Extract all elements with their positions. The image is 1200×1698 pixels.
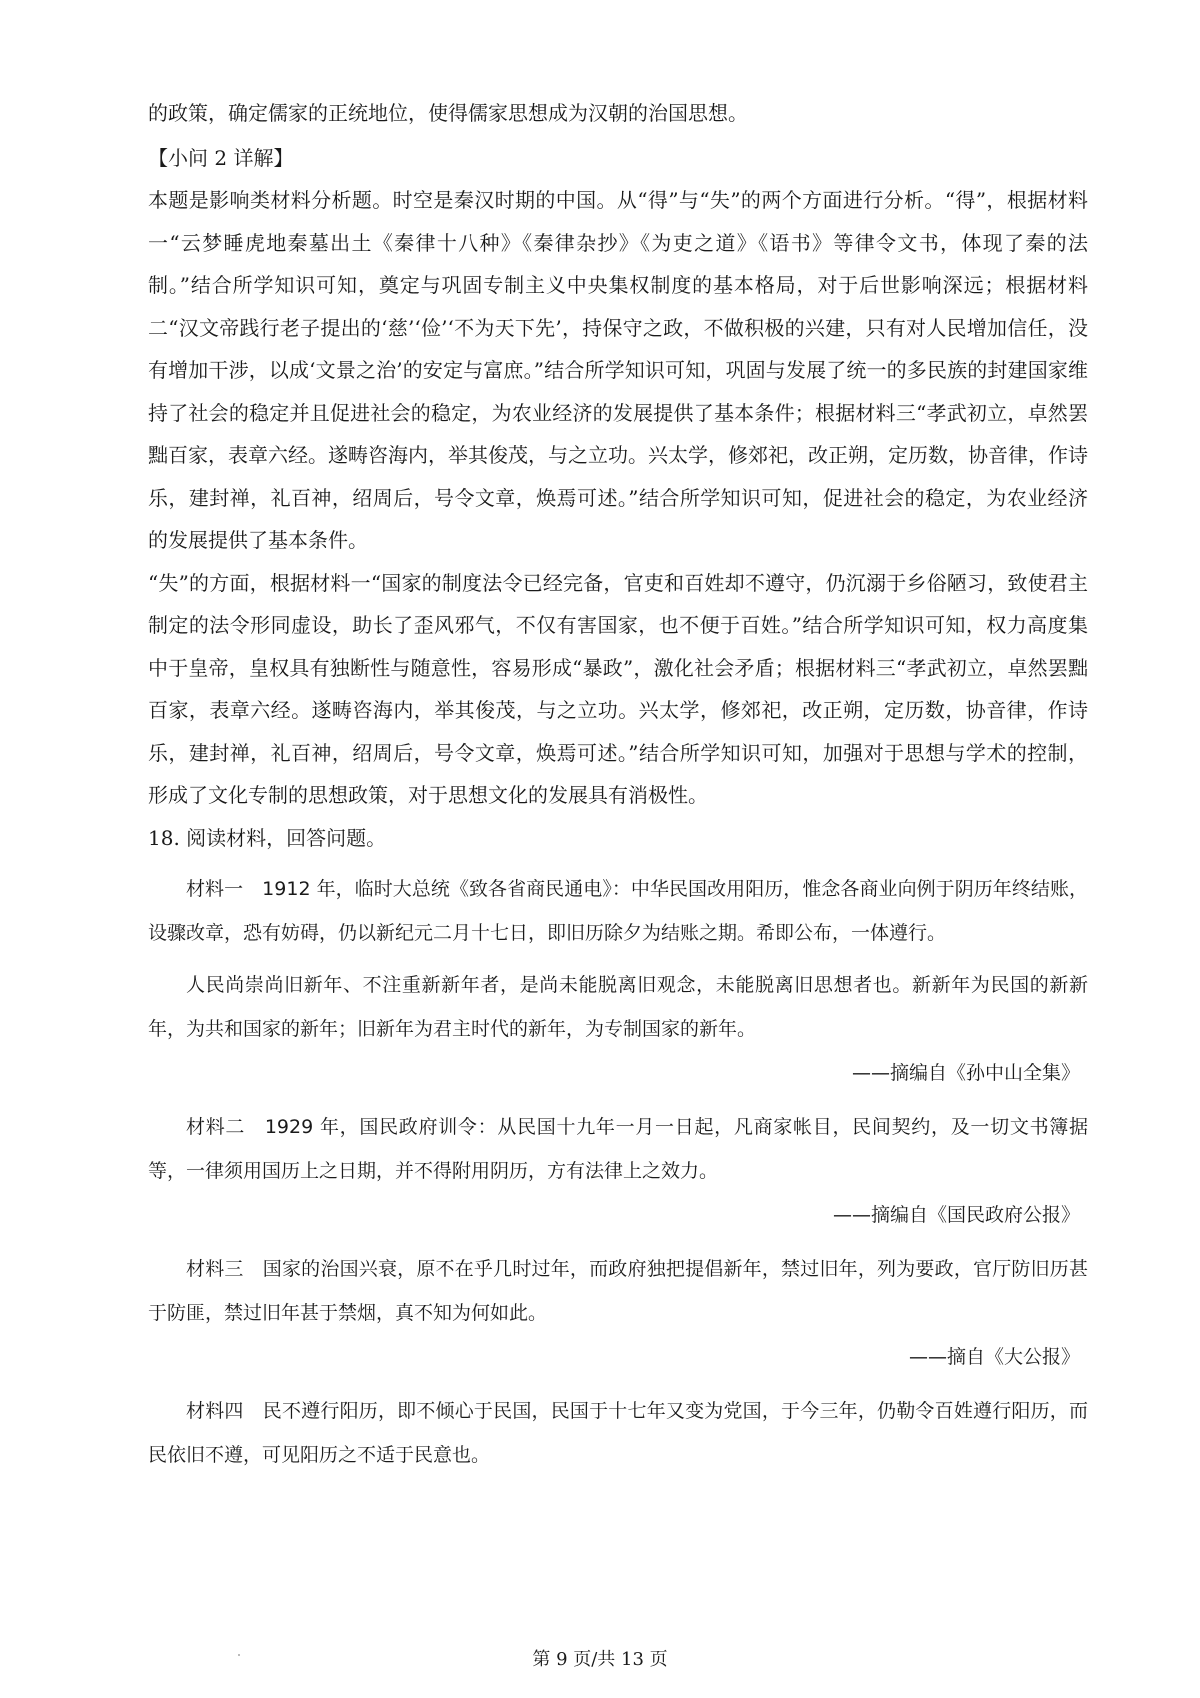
sub-question-2-loss-analysis: “失”的方面，根据材料一“国家的制度法令已经完备，官吏和百姓却不遵守，仍沉溺于乡俗陋习，致使君主制定的法令形同虚设，助长了歪风邪气，不仅有害国家，也不便于百姓。”结合所学知识可知，权力高度集中于皇帝，皇权具有独断性与随意性，容易形成“暴政”，激化社会矛盾；根据材料三“孝武初立，卓然罢黜百家，表章六经。遂畴咨海内，举其俊茂，与之立功。兴太学，修郊祀，改正朔，定历数，协音律，作诗乐，建封禅，礼百神，绍周后，号令文章，焕焉可述。”结合所学知识可知，加强对于思想与学术的控制，形成了文化专制的思想政策，对于思想文化的发展具有消极性。 (148, 570, 1088, 807)
material-1-paragraph-1: 材料一 1912 年，临时大总统《致各省商民通电》：中华民国改用阳历，惟念各商业向例于阴历年终结账，设骤改章，恐有妨碍，仍以新纪元二月十七日，即旧历除夕为结账之期。希即公布，一体遵行。 (148, 878, 1088, 944)
spacer (148, 955, 1088, 963)
sub-question-2-heading: 【小问 2 详解】 (148, 145, 294, 170)
material-1-source: ——摘编自《孙中山全集》 (851, 1062, 1080, 1084)
material-3: 材料三 国家的治国兴衰，原不在乎几时过年，而政府独把提倡新年，禁过旧年，列为要政，官厅防旧历甚于防匪，禁过旧年甚于禁烟，真不知为何如此。 (148, 1258, 1088, 1324)
material-1-paragraph-2: 人民尚崇尚旧新年、不注重新新年者，是尚未能脱离旧观念，未能脱离旧思想者也。新新年为民国的新新年，为共和国家的新年；旧新年为君主时代的新年，为专制国家的新年。 (148, 974, 1088, 1040)
question-18-title: 18. 阅读材料，回答问题。 (148, 825, 387, 850)
spacer (148, 859, 1088, 867)
page-footer: 第 9 页/共 13 页 (532, 1649, 668, 1670)
material-2: 材料二 1929 年，国民政府训令：从民国十九年一月一日起，凡商家帐目，民间契约，及一切文书簿据等，一律须用国历上之日期，并不得附用阴历，方有法律上之效力。 (148, 1116, 1088, 1182)
material-3-source: ——摘自《大公报》 (908, 1346, 1080, 1368)
sub-question-2-gain-analysis: 本题是影响类材料分析题。时空是秦汉时期的中国。从“得”与“失”的两个方面进行分析。“得”，根据材料一“云梦睡虎地秦墓出土《秦律十八种》《秦律杂抄》《为吏之道》《语书》等律令文书，体现了秦的法制。”结合所学知识可知，奠定与巩固专制主义中央集权制度的基本格局，对于后世影响深远；根据材料二“汉文帝践行老子提出的‘慈’‘俭’‘不为天下先’，持保守之政，不做积极的兴建，只有对人民增加信任，没有增加干涉，以成‘文景之治’的安定与富庶。”结合所学知识可知，巩固与发展了统一的多民族的封建国家维持了社会的稳定并且促进社会的稳定，为农业经济的发展提供了基本条件；根据材料三“孝武初立，卓然罢黜百家，表章六经。遂畴咨海内，举其俊茂，与之立功。兴太学，修郊祀，改正朔，定历数，协音律，作诗乐，建封禅，礼百神，绍周后，号令文章，焕焉可述。”结合所学知识可知，促进社会的稳定，为农业经济的发展提供了基本条件。 (148, 188, 1088, 552)
answer-part1-tail: 的政策，确定儒家的正统地位，使得儒家思想成为汉朝的治国思想。 (148, 101, 748, 125)
page-content (148, 92, 1088, 1477)
material-2-source: ——摘编自《国民政府公报》 (832, 1204, 1080, 1226)
material-4: 材料四 民不遵行阳历，即不倾心于民国，民国于十七年又变为党国，于今三年，仍勒令百姓遵行阳历，而民依旧不遵，可见阳历之不适于民意也。 (148, 1400, 1088, 1466)
